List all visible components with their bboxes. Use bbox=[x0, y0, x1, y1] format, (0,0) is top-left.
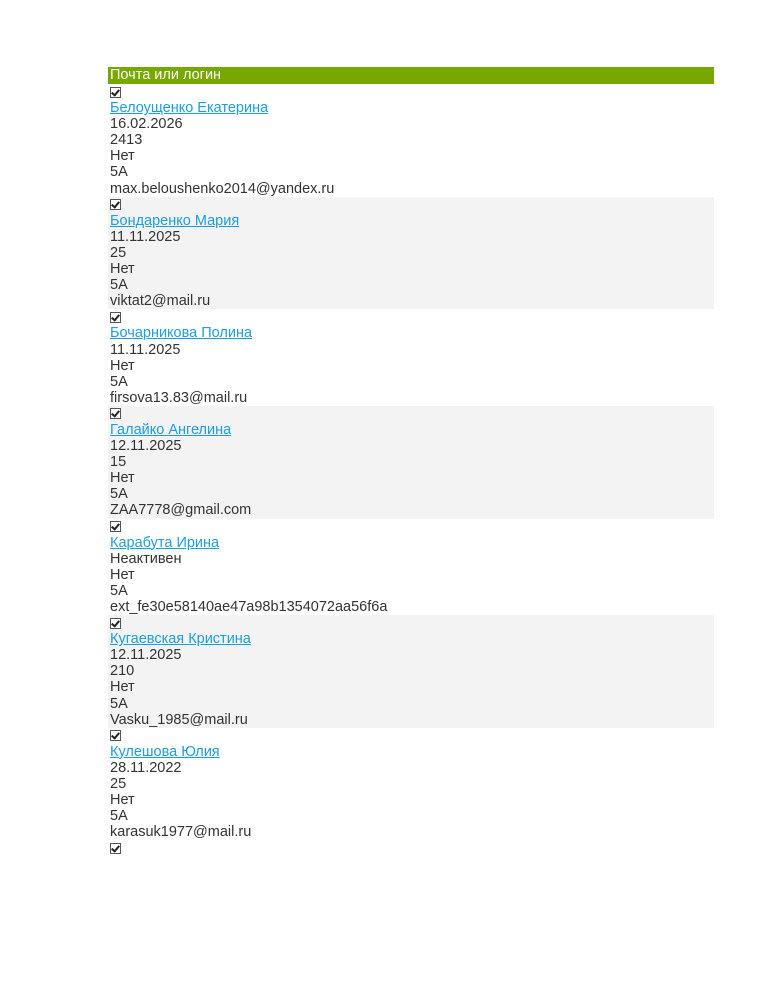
row-detail-cell: 5А bbox=[110, 486, 128, 503]
row-checkbox[interactable] bbox=[110, 312, 121, 323]
row-checkbox-line bbox=[108, 84, 714, 100]
student-name-link[interactable]: Белоущенко Екатерина bbox=[110, 100, 269, 117]
row-detail-cell: 15 bbox=[110, 454, 127, 471]
row-detail-cell: 5А bbox=[110, 373, 128, 390]
column-header-email-login: Почта или логин bbox=[108, 67, 714, 84]
student-name-link[interactable]: Кугаевская Кристина bbox=[110, 631, 251, 648]
row-checkbox-line bbox=[108, 615, 714, 631]
row-detail-cell: max.beloushenko2014@yandex.ru bbox=[110, 180, 335, 197]
student-name-link[interactable]: Галайко Ангелина bbox=[110, 421, 232, 438]
row-detail-cell: Нет bbox=[110, 566, 135, 583]
row-detail-cell: ext_fe30e58140ae47a98b1354072aa56f6a bbox=[110, 599, 388, 615]
student-name-cell bbox=[108, 535, 714, 551]
row-detail-cell: 25 bbox=[110, 244, 127, 261]
row-checkbox[interactable] bbox=[110, 843, 121, 854]
row-detail-cell: 210 bbox=[110, 663, 135, 680]
table-row bbox=[108, 309, 714, 406]
row-detail-cell: 16.02.2026 bbox=[110, 116, 183, 133]
row-detail-cell: Нет bbox=[110, 148, 135, 165]
row-checkbox-line bbox=[108, 309, 714, 325]
row-checkbox[interactable] bbox=[110, 87, 121, 98]
row-detail-cell: karasuk1977@mail.ru bbox=[110, 824, 252, 841]
row-checkbox[interactable] bbox=[110, 408, 121, 419]
row-detail-cell: 5А bbox=[110, 277, 128, 294]
row-detail-cell: Нет bbox=[110, 792, 135, 809]
row-detail-cell: viktat2@mail.ru bbox=[110, 293, 211, 310]
student-name-cell bbox=[108, 744, 714, 760]
row-detail-cell: Неактивен bbox=[110, 550, 182, 567]
table-rows bbox=[108, 84, 714, 840]
student-name-link[interactable]: Карабута Ирина bbox=[110, 534, 220, 551]
row-detail-cell: 5А bbox=[110, 164, 128, 181]
table-row bbox=[108, 615, 714, 728]
student-name-cell bbox=[108, 213, 714, 229]
student-name-cell bbox=[108, 325, 714, 341]
row-detail-cell: Нет bbox=[110, 679, 135, 696]
row-detail-cell: 5А bbox=[110, 808, 128, 825]
row-checkbox-line bbox=[108, 406, 714, 422]
row-detail-cell: 25 bbox=[110, 776, 127, 793]
student-name-cell bbox=[108, 631, 714, 647]
row-checkbox[interactable] bbox=[110, 521, 121, 532]
row-checkbox-line bbox=[108, 197, 714, 213]
row-detail-cell: 5А bbox=[110, 695, 128, 712]
students-table bbox=[108, 67, 714, 857]
row-checkbox-line bbox=[108, 840, 714, 856]
student-name-cell bbox=[108, 100, 714, 116]
row-detail-cell: 12.11.2025 bbox=[110, 647, 182, 664]
table-row bbox=[108, 84, 714, 197]
row-detail-cell: ZAA7778@gmail.com bbox=[110, 502, 252, 519]
row-detail-cell: 28.11.2022 bbox=[110, 759, 182, 776]
row-detail-cell: Vasku_1985@mail.ru bbox=[110, 711, 248, 728]
row-detail-cell: firsova13.83@mail.ru bbox=[110, 389, 248, 406]
table-row bbox=[108, 519, 714, 616]
row-detail-cell: Нет bbox=[110, 357, 135, 374]
row-detail-cell: 2413 bbox=[110, 132, 143, 149]
row-detail-cell: 12.11.2025 bbox=[110, 438, 182, 455]
table-row bbox=[108, 197, 714, 310]
row-detail-cell: Нет bbox=[110, 261, 135, 278]
row-checkbox[interactable] bbox=[110, 199, 121, 210]
row-detail-cell: Нет bbox=[110, 470, 135, 487]
row-checkbox-line bbox=[108, 519, 714, 535]
student-name-link[interactable]: Бочарникова Полина bbox=[110, 325, 253, 342]
student-name-link[interactable]: Бондаренко Мария bbox=[110, 212, 240, 229]
row-checkbox[interactable] bbox=[110, 730, 121, 741]
row-detail-cell: 5А bbox=[110, 582, 128, 599]
student-name-cell bbox=[108, 422, 714, 438]
row-detail-cell: 11.11.2025 bbox=[110, 228, 181, 245]
student-name-link[interactable]: Кулешова Юлия bbox=[110, 743, 220, 760]
row-checkbox[interactable] bbox=[110, 618, 121, 629]
row-detail-cell: 11.11.2025 bbox=[110, 341, 181, 358]
row-checkbox-line bbox=[108, 728, 714, 744]
table-row bbox=[108, 728, 714, 841]
table-row bbox=[108, 406, 714, 519]
table-row-partial bbox=[108, 840, 714, 856]
